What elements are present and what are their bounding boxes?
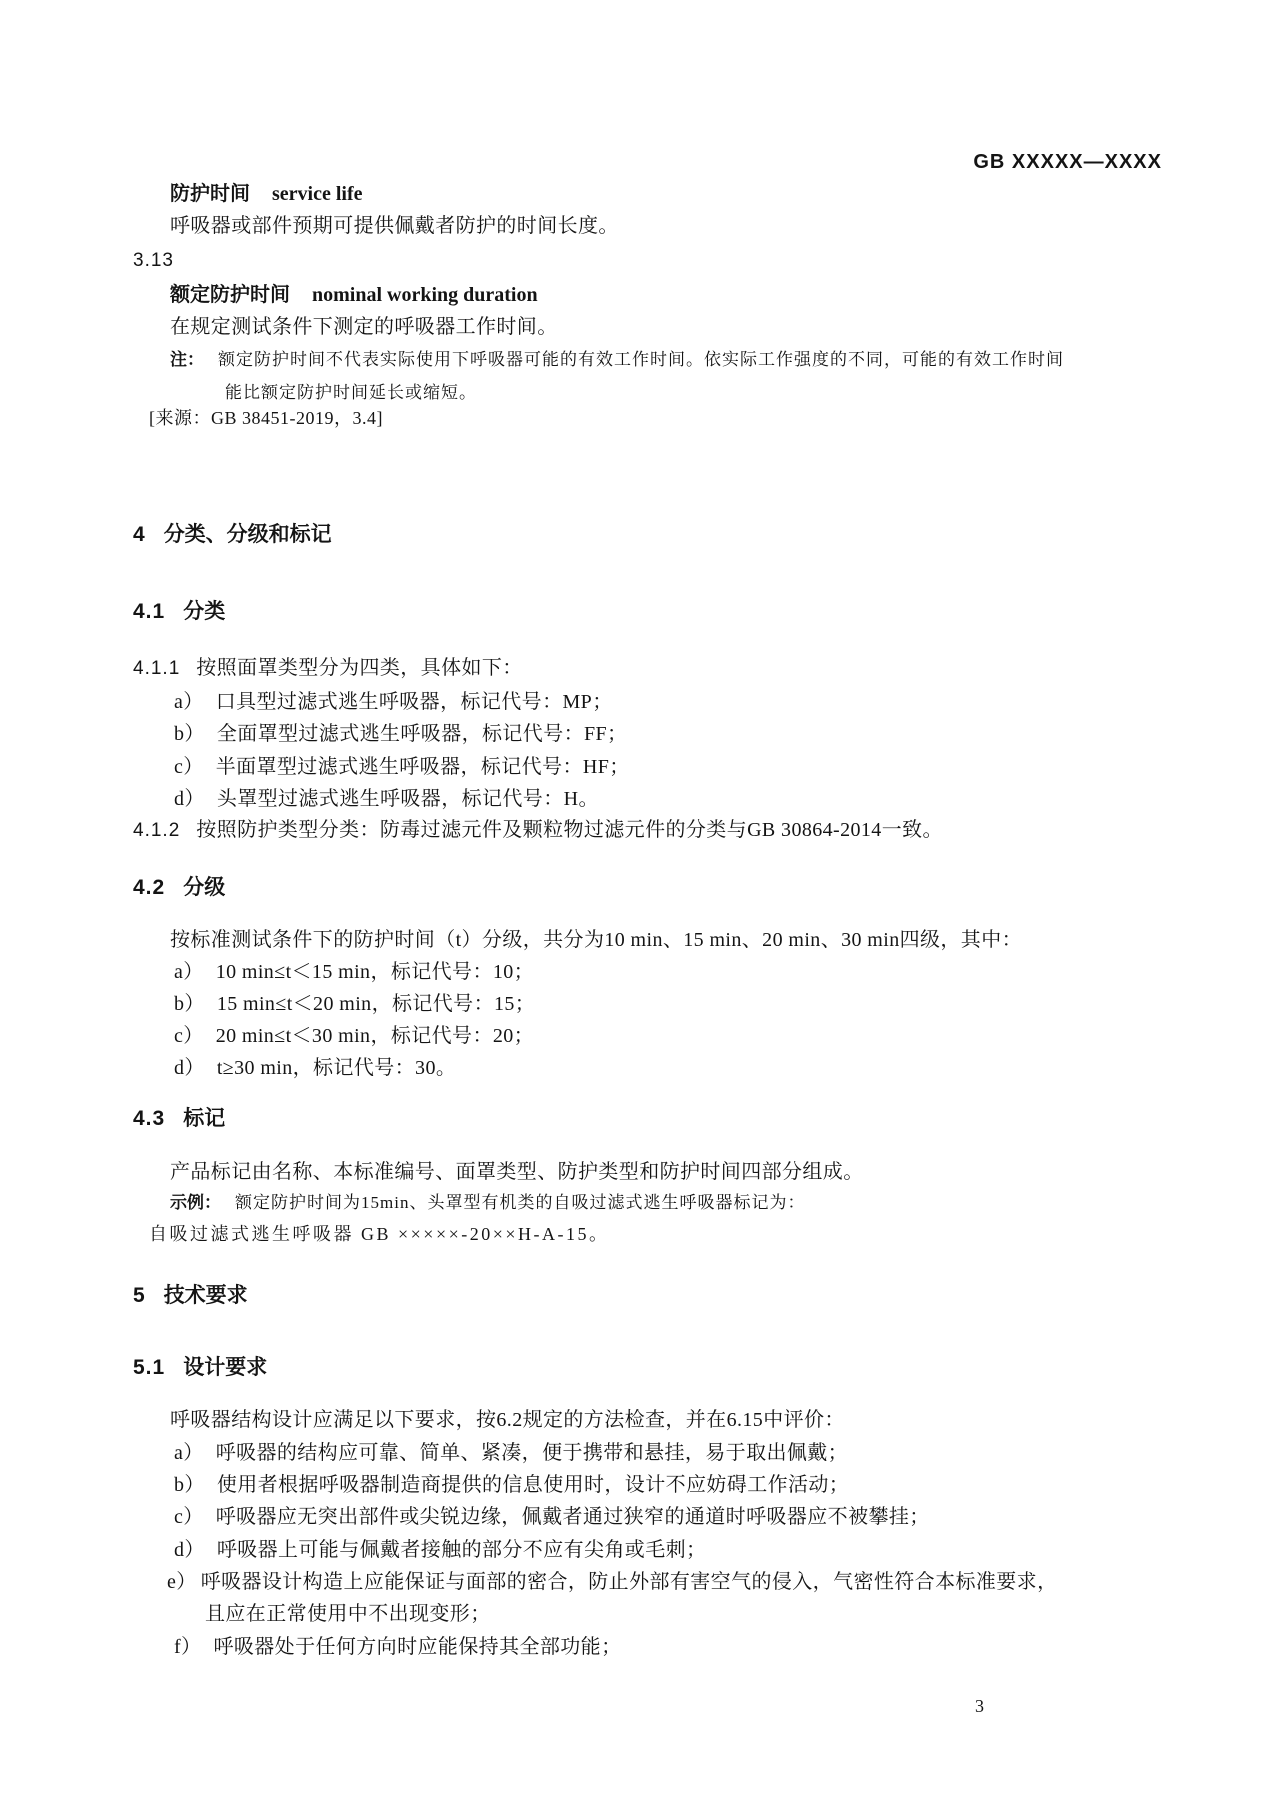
subsection-heading-4-3 [133, 1106, 225, 1132]
term-heading-service-life [170, 182, 363, 207]
list-text: 呼吸器上可能与佩戴者接触的部分不应有尖角或毛刺； [216, 1539, 707, 1561]
list-marker: a） [174, 961, 204, 983]
list-item [174, 1024, 534, 1049]
clause-4-1-1 [133, 656, 523, 681]
subsection-heading-4-2 [133, 875, 225, 901]
subsection-number: 4.2 [133, 876, 166, 899]
list-item [174, 1635, 621, 1660]
example-label: 示例： [170, 1193, 221, 1212]
list-text: 使用者根据呼吸器制造商提供的信息使用时，设计不应妨碍工作活动； [216, 1474, 850, 1496]
list-item [174, 1505, 930, 1530]
section-heading-4 [133, 522, 332, 548]
example-designation: 自吸过滤式逃生呼吸器 GB ×××××-20××H-A-15。 [149, 1224, 610, 1244]
subsection-title: 标记 [183, 1107, 226, 1130]
list-item [174, 755, 630, 780]
subsection-number: 5.1 [133, 1356, 166, 1379]
list-marker: a） [174, 691, 204, 713]
list-item [174, 992, 535, 1017]
subsection-title: 设计要求 [183, 1356, 268, 1379]
list-marker: d） [174, 1539, 205, 1561]
list-text: 10 min≤t＜15 min，标记代号：10； [215, 961, 535, 983]
list-item [174, 1473, 849, 1498]
list-item [174, 960, 534, 985]
example-intro: 额定防护时间为15min、头罩型有机类的自吸过滤式逃生呼吸器标记为： [235, 1193, 806, 1212]
list-text-continuation: 且应在正常使用中不出现变形； [205, 1603, 491, 1625]
note [170, 349, 1064, 371]
note-text-line1: 额定防护时间不代表实际使用下呼吸器可能的有效工作时间。依实际工作强度的不同，可能的有效工作时间 [218, 350, 1064, 369]
list-text: 呼吸器的结构应可靠、简单、紧凑，便于携带和悬挂，易于取出佩戴； [215, 1442, 849, 1464]
list-item [174, 787, 599, 812]
list-item [174, 1441, 848, 1466]
list-text: 呼吸器处于任何方向时应能保持其全部功能； [213, 1636, 622, 1658]
page-number: 3 [975, 1696, 984, 1716]
list-text: 20 min≤t＜30 min，标记代号：20； [215, 1025, 535, 1047]
term-heading-nominal-working-duration [170, 283, 538, 308]
section-title: 分类、分级和标记 [163, 523, 332, 546]
term-zh: 额定防护时间 [170, 284, 290, 306]
subsection-heading-4-1 [133, 599, 225, 625]
clause-text: 按照防护类型分类：防毒过滤元件及颗粒物过滤元件的分类与GB 30864-2014一致。 [196, 819, 943, 841]
list-marker: d） [174, 1057, 205, 1079]
list-text: 呼吸器设计构造上应能保证与面部的密合，防止外部有害空气的侵入，气密性符合本标准要求， [200, 1571, 1058, 1593]
term-zh: 防护时间 [170, 183, 250, 205]
list-marker: c） [174, 1506, 204, 1528]
list-text: 半面罩型过滤式逃生呼吸器，标记代号：HF； [215, 756, 630, 778]
term-definition: 呼吸器或部件预期可提供佩戴者防护的时间长度。 [170, 215, 619, 237]
paragraph: 呼吸器结构设计应满足以下要求，按6.2规定的方法检查，并在6.15中评价： [170, 1409, 845, 1431]
term-en: service life [272, 183, 363, 205]
section-number: 4 [133, 523, 146, 546]
paragraph: 产品标记由名称、本标准编号、面罩类型、防护类型和防护时间四部分组成。 [170, 1161, 864, 1183]
subsection-title: 分类 [183, 600, 226, 623]
note-label: 注： [170, 350, 204, 369]
example [170, 1192, 805, 1214]
clause-number: 4.1.1 [133, 658, 181, 679]
list-marker: d） [174, 788, 205, 810]
list-marker: e） [167, 1571, 197, 1593]
list-text: t≥30 min，标记代号：30。 [216, 1057, 457, 1079]
subsection-title: 分级 [183, 876, 226, 899]
list-text: 头罩型过滤式逃生呼吸器，标记代号：H。 [216, 788, 599, 810]
list-text: 15 min≤t＜20 min，标记代号：15； [216, 993, 536, 1015]
clause-number-3-13: 3.13 [133, 250, 174, 271]
list-item [167, 1570, 1058, 1595]
clause-text: 按照面罩类型分为四类，具体如下： [196, 657, 523, 679]
subsection-heading-5-1 [133, 1355, 267, 1381]
list-marker: c） [174, 756, 204, 778]
list-item [174, 690, 613, 715]
list-item [174, 722, 627, 747]
list-marker: b） [174, 723, 205, 745]
source-reference: [来源：GB 38451-2019，3.4] [149, 408, 383, 428]
term-en: nominal working duration [312, 284, 538, 306]
paragraph: 按标准测试条件下的防护时间（t）分级，共分为10 min、15 min、20 min、30 min四级，其中： [170, 929, 1023, 951]
document-header-standard-number: GB XXXXX—XXXX [973, 151, 1162, 173]
list-marker: b） [174, 1474, 205, 1496]
list-text: 口具型过滤式逃生呼吸器，标记代号：MP； [215, 691, 613, 713]
list-text: 呼吸器应无突出部件或尖锐边缘，佩戴者通过狭窄的通道时呼吸器应不被攀挂； [215, 1506, 930, 1528]
section-title: 技术要求 [163, 1284, 248, 1307]
section-heading-5 [133, 1283, 248, 1309]
list-item [174, 1538, 706, 1563]
clause-4-1-2 [133, 818, 943, 843]
list-marker: b） [174, 993, 205, 1015]
list-text: 全面罩型过滤式逃生呼吸器，标记代号：FF； [216, 723, 628, 745]
section-number: 5 [133, 1284, 146, 1307]
subsection-number: 4.3 [133, 1107, 166, 1130]
note-text-line2: 能比额定防护时间延长或缩短。 [225, 383, 477, 402]
list-marker: c） [174, 1025, 204, 1047]
list-marker: a） [174, 1442, 204, 1464]
list-item [174, 1056, 456, 1081]
subsection-number: 4.1 [133, 600, 166, 623]
list-marker: f） [174, 1636, 202, 1658]
clause-number: 4.1.2 [133, 820, 181, 841]
term-definition: 在规定测试条件下测定的呼吸器工作时间。 [170, 316, 558, 338]
